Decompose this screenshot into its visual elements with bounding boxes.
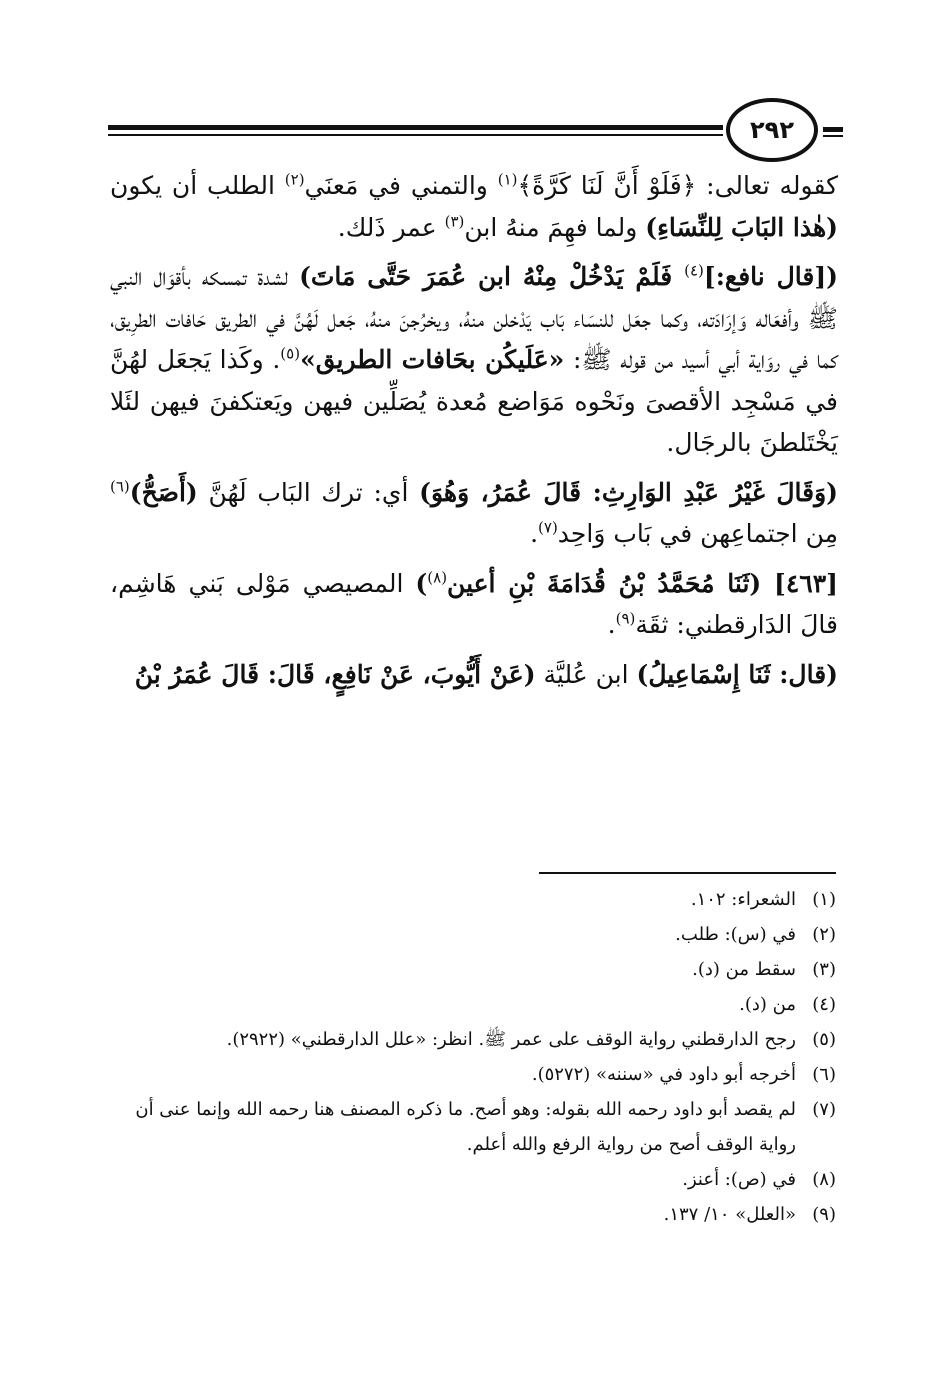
footnote-ref[interactable]: (٧): [538, 518, 558, 537]
footnote-item: [120, 952, 836, 987]
commentary-text: . وكَذا يَجعَل لهُنَّ في مَسْجِد الأقصىَ ونَحْوه مَوَاضع مُعدة يُصَلِّين فيهن ويَعتكفنَ فيهن لئَلا يَخْتَلطنَ بالرجَال.: [110, 345, 838, 457]
footnote-item: [120, 917, 836, 952]
commentary-text: ولما فهِمَ منهُ ابن: [464, 212, 646, 242]
footnote-item: [120, 1092, 836, 1162]
paragraph: [110, 654, 838, 696]
matn-text: ): [415, 568, 428, 598]
page-number: ٢٩٢: [726, 98, 818, 162]
commentary-text: ﴿فَلَوْ أَنَّ لَنَا كَرَّةً﴾: [517, 171, 697, 200]
footnotes: [120, 882, 836, 1232]
commentary-text: .: [530, 519, 539, 548]
footnote-text: سقط من (د).: [692, 959, 796, 980]
commentary-text: والتمني في مَعنَي: [304, 171, 498, 200]
matn-text: ([قال نافع:]: [703, 262, 838, 291]
matn-text: (هٰذا البَابَ لِلنِّسَاءِ): [645, 212, 838, 242]
footnote-item: [120, 1022, 836, 1057]
matn-text: «عَلَيكُن بحَافات الطريق»: [300, 345, 565, 374]
footnote-ref[interactable]: (١): [497, 170, 518, 189]
footnote-separator: [539, 872, 836, 874]
footnote-ref[interactable]: (٢): [284, 170, 305, 189]
footnote-number: (٦): [812, 1064, 836, 1085]
commentary-text: .: [607, 610, 616, 639]
header-rule-right: [823, 127, 843, 132]
footnote-text: «العلل» ١٠/ ١٣٧.: [663, 1204, 796, 1225]
footnote-item: [120, 987, 836, 1022]
matn-text: (أَصَحُّ): [129, 477, 198, 507]
footnote-text: أخرجه أبو داود في «سننه» (٥٢٧٢).: [531, 1064, 796, 1085]
matn-text: [٤٦٣] (ثَنَا مُحَمَّدُ بْنُ قُدَامَةَ بْنِ أعين: [447, 568, 838, 598]
footnote-number: (٨): [812, 1169, 836, 1190]
commentary-text: أي: ترك البَاب لَهُنَّ: [197, 477, 420, 507]
paragraph: [110, 563, 838, 646]
header-rule-right-thin: [823, 135, 843, 137]
footnote-item: [120, 1057, 836, 1092]
commentary-text: عمر ذَلك.: [337, 212, 445, 242]
commentary-text: المصيصي مَوْلى بَني هَاشِم، قالَ الدَارقطني: ثقَة: [110, 568, 838, 639]
footnote-text: من (د).: [739, 994, 796, 1015]
footnote-number: (١): [812, 889, 836, 910]
footnote-ref[interactable]: (٣): [444, 212, 465, 231]
footnote-ref[interactable]: (٨): [427, 568, 448, 587]
footnote-ref[interactable]: (٩): [615, 609, 636, 628]
paragraph: [110, 256, 838, 464]
matn-text: (وَقَالَ غَيْرُ عَبْدِ الوَارِثِ: قَالَ عُمَرُ، وَهُوَ): [419, 477, 838, 507]
footnote-text: رجح الدارقطني رواية الوقف على عمر ﷺ. انظر: «علل الدارقطني» (٢٩٢٢).: [226, 1029, 796, 1050]
header-rule-thick: [108, 125, 723, 130]
footnote-number: (٤): [812, 994, 836, 1015]
commentary-text: الطلب أن يكون: [110, 171, 285, 200]
main-text: [110, 165, 838, 695]
footnote-ref[interactable]: (٤): [684, 261, 704, 280]
paragraph: [110, 165, 838, 248]
commentary-text: كقوله تعالى:: [696, 171, 838, 200]
footnote-ref[interactable]: (٥): [280, 344, 301, 363]
footnote-number: (٣): [812, 959, 836, 980]
footnote-item: [120, 882, 836, 917]
matn-text: (قال: ثَنَا إِسْمَاعِيلُ): [636, 659, 838, 689]
footnote-text: في (س): طلب.: [675, 924, 796, 945]
footnote-number: (٢): [812, 924, 836, 945]
footnote-item: [120, 1197, 836, 1232]
matn-text: فَلَمْ يَدْخُلْ مِنْهُ ابن عُمَرَ حَتَّى مَاتَ): [299, 262, 685, 291]
footnote-ref[interactable]: (٦): [110, 477, 130, 496]
commentary-text: لشدة تمسكه بأقوَال النبي ﷺ وأفعَاله وَإرَادَته، وكما جعَل للنسَاء بَاب يَدْخلن منهُ، ويخرُجنَ منهُ، جَعل لَهُنَّ في الطريق حَافات الطرِيق، كما في روَاية أبي أسيد من قوله ﷺ:: [110, 262, 838, 374]
footnote-text: لم يقصد أبو داود رحمه الله بقوله: وهو أصح. ما ذكره المصنف هنا رحمه الله وإنما عنى أن رواية الوقف أصح من رواية الرفع والله أعلم.: [135, 1099, 796, 1155]
commentary-text: مِن اجتماعِهن في بَاب وَاحِد: [557, 519, 838, 548]
footnote-item: [120, 1162, 836, 1197]
footnote-number: (٩): [812, 1204, 836, 1225]
header-rule-thin: [108, 134, 723, 136]
page-header: [108, 96, 843, 168]
commentary-text: ابن عُليَّة: [535, 659, 637, 689]
matn-text: (عَنْ أَيُّوبَ، عَنْ نَافِعٍ، قَالَ: قَالَ عُمَرُ بْنُ: [134, 659, 536, 689]
paragraph: [110, 472, 838, 555]
footnote-number: (٧): [812, 1099, 836, 1120]
footnote-number: (٥): [812, 1029, 836, 1050]
footnote-text: الشعراء: ١٠٢.: [690, 889, 796, 910]
footnote-text: في (ص): أعنز.: [682, 1169, 796, 1190]
